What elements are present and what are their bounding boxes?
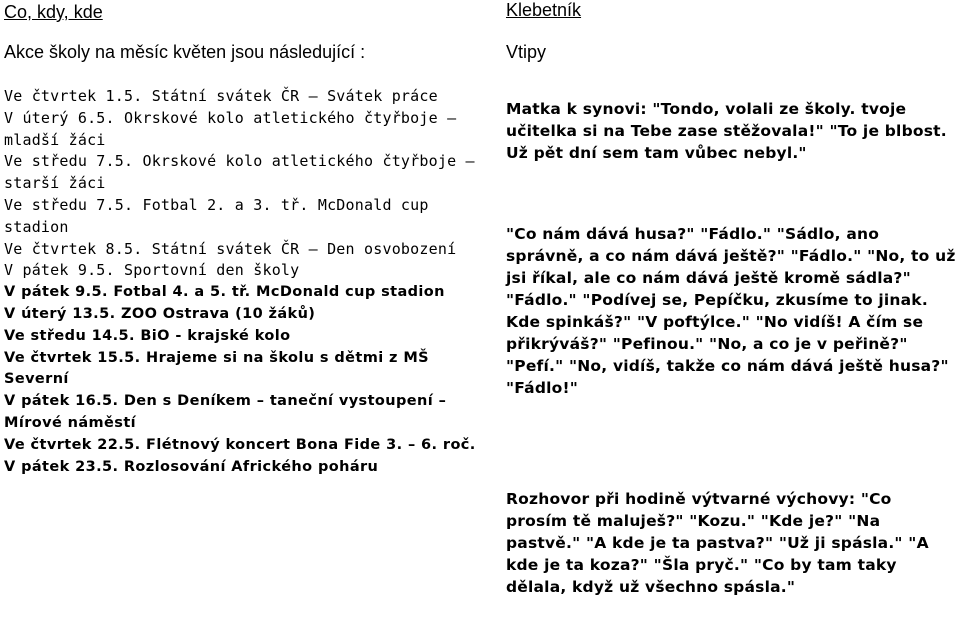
event-item: V úterý 6.5. Okrskové kolo atletického čtyřboje – mladší žáci bbox=[4, 108, 457, 149]
event-item: Ve čtvrtek 1.5. Státní svátek ČR – Svátek práce bbox=[4, 87, 438, 105]
events-subheading: Akce školy na měsíc květen jsou následující : bbox=[4, 42, 366, 62]
event-item: V pátek 9.5. Sportovní den školy bbox=[4, 261, 300, 280]
jokes-subheading: Vtipy bbox=[506, 42, 547, 62]
event-item: V úterý 13.5. ZOO Ostrava (10 žáků) bbox=[4, 305, 316, 322]
events-list bbox=[4, 86, 490, 478]
event-item: Ve středu 7.5. Fotbal 2. a 3. tř. McDonald cup stadion bbox=[4, 195, 429, 236]
event-item: Ve čtvrtek 22.5. Flétnový koncert Bona Fide 3. – 6. roč. bbox=[4, 436, 476, 453]
event-item: Ve čtvrtek 15.5. Hrajeme si na školu s dětmi z MŠ Severní bbox=[4, 349, 429, 388]
event-item: V pátek 16.5. Den s Deníkem – taneční vystoupení – Mírové náměstí bbox=[4, 393, 447, 431]
event-item: V pátek 9.5. Fotbal 4. a 5. tř. McDonald cup stadion bbox=[4, 284, 445, 301]
event-item: V pátek 23.5. Rozlosování Afrického poháru bbox=[4, 458, 379, 475]
section-heading-events[interactable]: Co, kdy, kde bbox=[4, 2, 103, 22]
event-item: Ve středu 7.5. Okrskové kolo atletického čtyřboje – starší žáci bbox=[4, 152, 475, 193]
joke-paragraph: "Co nám dává husa?" "Fádlo." "Sádlo, ano správně, a co nám dává ještě?" "Fádlo." "No, to už jsi říkal, ale co nám dává ještě kromě sádla?" "Fádlo." "Podívej se, Pepíčku, zkusíme to jinak. Kde spinkáš?" "V poftýlce." "No vidíš! A čím se přikrýváš?" "Pefinou." "No, a co je v peřině?" "Pefí." "No, vidíš, takže co nám dává ještě husa?" "Fádlo!" bbox=[506, 225, 956, 397]
event-item: Ve čtvrtek 8.5. Státní svátek ČR – Den osvobození bbox=[4, 239, 457, 258]
joke-paragraph: Matka k synovi: "Tondo, volali ze školy. tvoje učitelka si na Tebe zase stěžovala!" "To je blbost. Už pět dní sem tam vůbec nebyl." bbox=[506, 100, 947, 162]
event-item: Ve středu 14.5. BiO - krajské kolo bbox=[4, 327, 291, 344]
section-heading-jokes[interactable]: Klebetník bbox=[506, 0, 582, 20]
joke-paragraph: Rozhovor při hodině výtvarné výchovy: "Co prosím tě maluješ?" "Kozu." "Kde je?" "Na pastvě." "A kde je ta pastva?" "Už ji spásla." "A kde je ta koza?" "Šla pryč." "Co by tam taky dělala, když už všechno spásla." bbox=[506, 490, 929, 596]
